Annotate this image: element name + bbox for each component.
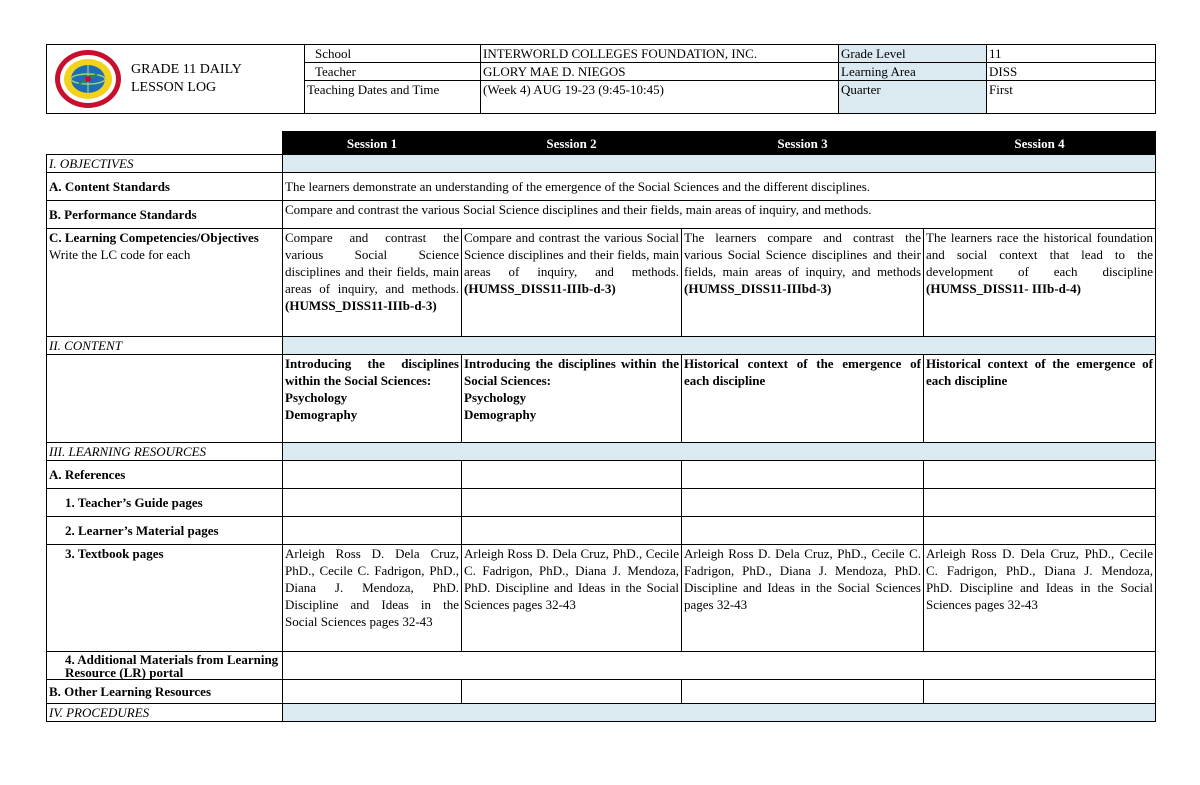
lc-session-3 xyxy=(682,229,924,337)
procedures-heading: IV. PROCEDURES xyxy=(47,704,283,722)
lc-code: (HUMSS_DISS11-IIIb-d-3) xyxy=(285,298,437,313)
session-3-header: Session 3 xyxy=(682,132,924,155)
header-table xyxy=(46,44,1156,114)
title-line-2: LESSON LOG xyxy=(131,80,217,95)
content-session-1 xyxy=(283,355,462,443)
learning-competencies-label: C. Learning Competencies/Objectives xyxy=(49,230,259,245)
lc-session-4 xyxy=(924,229,1156,337)
title-line-1: GRADE 11 DAILY xyxy=(131,62,242,77)
content-session-3: Historical context of the emergence of each discipline xyxy=(682,355,924,443)
resources-shade xyxy=(283,443,1156,461)
lc-text: The learners compare and contrast the various Social Science disciplines and their fields, main areas of inquiry, and methods xyxy=(684,230,921,279)
tg-s2 xyxy=(462,489,682,517)
additional-materials-value xyxy=(283,652,1156,680)
lm-s1 xyxy=(283,517,462,545)
lc-text: Compare and contrast the various Social Science disciplines and their fields, main areas of inquiry, and methods. xyxy=(464,230,679,279)
references-s3 xyxy=(682,461,924,489)
learning-competencies-label-cell xyxy=(47,229,283,337)
lc-code: (HUMSS_DISS11-IIIbd-3) xyxy=(684,281,832,296)
other-s1 xyxy=(283,680,462,704)
textbook-s1: Arleigh Ross D. Dela Cruz, PhD., Cecile C. Fadrigon, PhD., Diana J. Mendoza, PhD. Discipline and Ideas in the Social Sciences pages 32-43 xyxy=(283,545,462,652)
school-seal-icon xyxy=(53,48,123,110)
lc-session-1 xyxy=(283,229,462,337)
procedures-shade xyxy=(283,704,1156,722)
content-text: Demography xyxy=(285,407,358,422)
teaching-dates-value: (Week 4) AUG 19-23 (9:45-10:45) xyxy=(481,81,839,114)
grade-level-label: Grade Level xyxy=(839,45,987,63)
content-standards-value: The learners demonstrate an understanding of the emergence of the Social Sciences and the different disciplines. xyxy=(283,173,1156,201)
additional-materials-label: 4. Additional Materials from Learning Resource (LR) portal xyxy=(47,652,283,680)
lesson-log-table xyxy=(46,131,1156,722)
session-corner xyxy=(47,132,283,155)
tg-s3 xyxy=(682,489,924,517)
lc-text: Compare and contrast the various Social Science disciplines and their fields, main areas of inquiry, and methods. xyxy=(285,230,459,296)
other-s3 xyxy=(682,680,924,704)
session-4-header: Session 4 xyxy=(924,132,1156,155)
performance-standards-value: Compare and contrast the various Social Science disciplines and their fields, main areas of inquiry, and methods. xyxy=(283,201,1156,229)
textbook-s4: Arleigh Ross D. Dela Cruz, PhD., Cecile C. Fadrigon, PhD., Diana J. Mendoza, PhD. Discipline and Ideas in the Social Sciences pages 32-43 xyxy=(924,545,1156,652)
learning-area-value: DISS xyxy=(987,63,1156,81)
content-session-4: Historical context of the emergence of each discipline xyxy=(924,355,1156,443)
content-text: Psychology xyxy=(285,390,348,405)
content-text: Introducing the disciplines within the Social Sciences: xyxy=(464,356,679,388)
content-text: Psychology xyxy=(464,390,527,405)
content-text: Introducing the disciplines within the Social Sciences: xyxy=(285,356,459,388)
references-s1 xyxy=(283,461,462,489)
teacher-label: Teacher xyxy=(305,63,481,81)
header-logo-cell xyxy=(47,45,305,114)
school-value: INTERWORLD COLLEGES FOUNDATION, INC. xyxy=(481,45,839,63)
performance-standards-label: B. Performance Standards xyxy=(47,201,283,229)
learning-area-label: Learning Area xyxy=(839,63,987,81)
school-label: School xyxy=(305,45,481,63)
other-resources-label: B. Other Learning Resources xyxy=(47,680,283,704)
grade-level-value: 11 xyxy=(987,45,1156,63)
references-s2 xyxy=(462,461,682,489)
references-s4 xyxy=(924,461,1156,489)
lc-code: (HUMSS_DISS11- IIIb-d-4) xyxy=(926,281,1081,296)
learners-material-label: 2. Learner’s Material pages xyxy=(47,517,283,545)
lm-s4 xyxy=(924,517,1156,545)
content-heading: II. CONTENT xyxy=(47,337,283,355)
tg-s4 xyxy=(924,489,1156,517)
quarter-label: Quarter xyxy=(839,81,987,114)
other-s4 xyxy=(924,680,1156,704)
content-shade xyxy=(283,337,1156,355)
content-blank xyxy=(47,355,283,443)
lm-s3 xyxy=(682,517,924,545)
content-session-2 xyxy=(462,355,682,443)
lesson-log-title xyxy=(131,61,242,97)
objectives-heading: I. OBJECTIVES xyxy=(47,155,283,173)
textbook-pages-label: 3. Textbook pages xyxy=(47,545,283,652)
session-1-header: Session 1 xyxy=(283,132,462,155)
content-text: Demography xyxy=(464,407,537,422)
other-s2 xyxy=(462,680,682,704)
textbook-s2: Arleigh Ross D. Dela Cruz, PhD., Cecile C. Fadrigon, PhD., Diana J. Mendoza, PhD. Discipline and Ideas in the Social Sciences pages 32-43 xyxy=(462,545,682,652)
lc-code: (HUMSS_DISS11-IIIb-d-3) xyxy=(464,281,616,296)
teaching-dates-label: Teaching Dates and Time xyxy=(305,81,481,114)
textbook-s3: Arleigh Ross D. Dela Cruz, PhD., Cecile C. Fadrigon, PhD., Diana J. Mendoza, PhD. Discipline and Ideas in the Social Sciences pages 32-43 xyxy=(682,545,924,652)
lc-code-note: Write the LC code for each xyxy=(49,247,191,262)
session-2-header: Session 2 xyxy=(462,132,682,155)
tg-s1 xyxy=(283,489,462,517)
teachers-guide-label: 1. Teacher’s Guide pages xyxy=(47,489,283,517)
resources-heading: III. LEARNING RESOURCES xyxy=(47,443,283,461)
teacher-value: GLORY MAE D. NIEGOS xyxy=(481,63,839,81)
lm-s2 xyxy=(462,517,682,545)
references-label: A. References xyxy=(47,461,283,489)
quarter-value: First xyxy=(987,81,1156,114)
lc-session-2 xyxy=(462,229,682,337)
content-standards-label: A. Content Standards xyxy=(47,173,283,201)
objectives-shade xyxy=(283,155,1156,173)
lc-text: The learners race the historical foundation and social context that lead to the development of each discipline xyxy=(926,230,1153,279)
